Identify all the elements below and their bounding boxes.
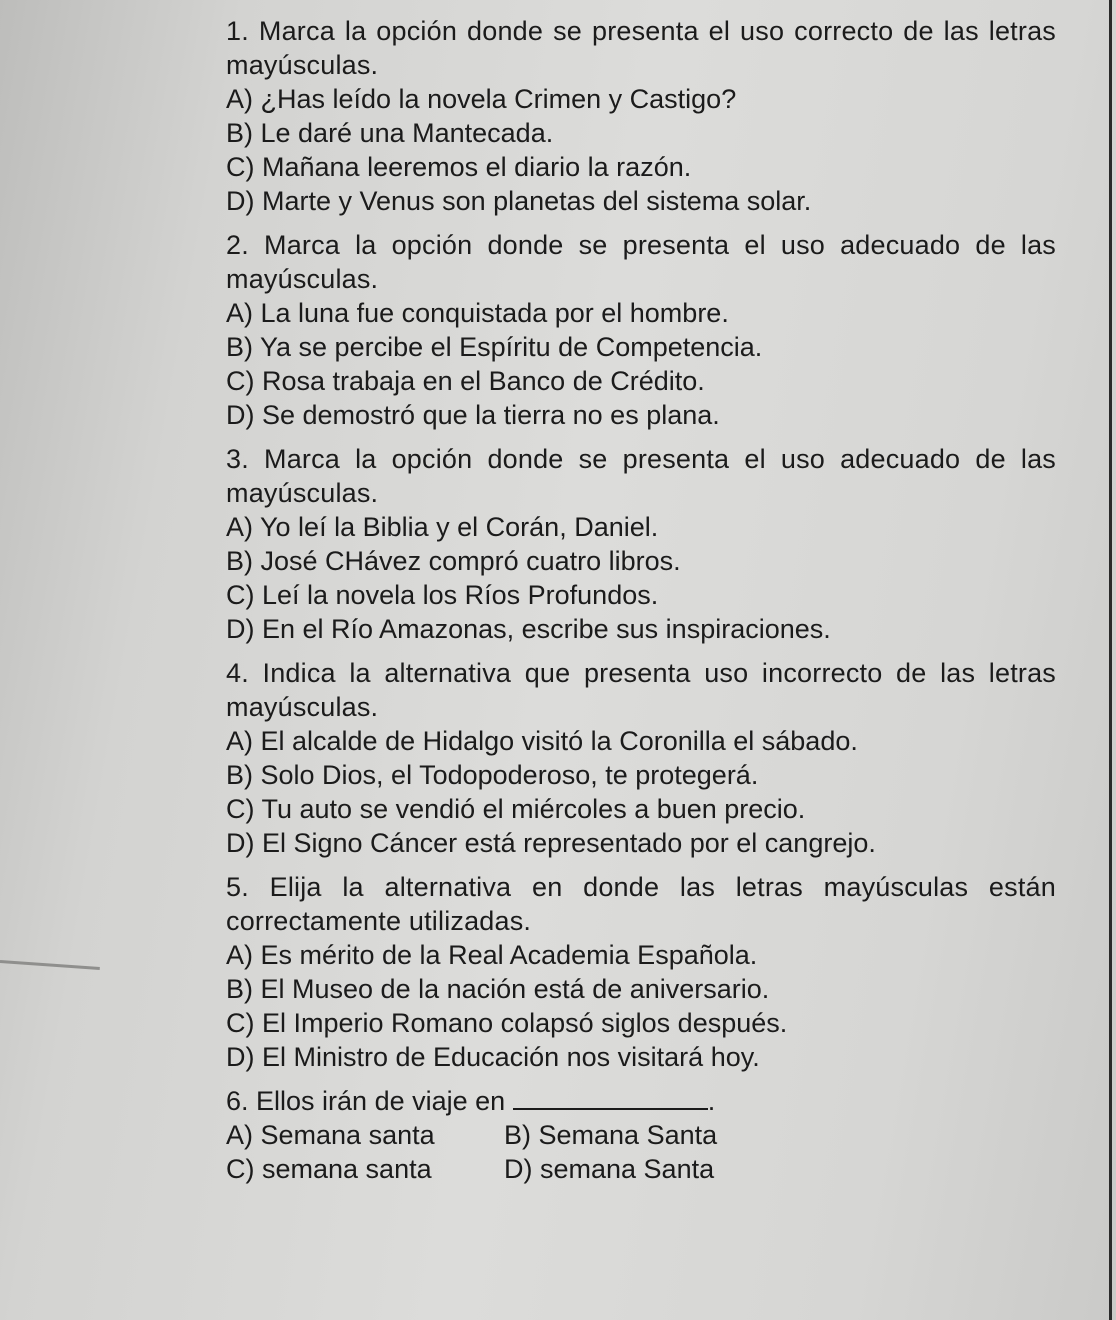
question-text: 4. Indica la alternativa que presenta uso incorrecto de las letras mayúsculas. — [226, 658, 1056, 722]
question-text: 2. Marca la opción donde se presenta el uso adecuado de las mayúsculas. — [226, 230, 1056, 294]
option-b: B) José CHávez compró cuatro libros. — [226, 546, 681, 576]
option-a: A) ¿Has leído la novela Crimen y Castigo? — [226, 84, 737, 114]
question-text: 1. Marca la opción donde se presenta el uso correcto de las letras mayúsculas. — [226, 16, 1056, 80]
options-row-1 — [226, 1118, 1056, 1152]
option-b: B) Solo Dios, el Todopoderoso, te protegerá. — [226, 760, 759, 790]
option-d: D) Marte y Venus son planetas del sistema solar. — [226, 186, 812, 216]
question-text — [226, 1084, 1056, 1118]
option-c: C) Leí la novela los Ríos Profundos. — [226, 580, 659, 610]
option-a: A) Es mérito de la Real Academia Española. — [226, 940, 758, 970]
option-d: D) El Signo Cáncer está representado por el cangrejo. — [226, 828, 876, 858]
option-c: C) El Imperio Romano colapsó siglos después. — [226, 1008, 788, 1038]
question-4 — [226, 656, 1056, 860]
question-5 — [226, 870, 1056, 1074]
exercise-list — [226, 14, 1056, 1196]
question-text: 5. Elija la alternativa en donde las letras mayúsculas están correctamente utilizadas. — [226, 872, 1056, 936]
question-6 — [226, 1084, 1056, 1186]
option-d: D) El Ministro de Educación nos visitará hoy. — [226, 1042, 760, 1072]
option-c: C) Rosa trabaja en el Banco de Crédito. — [226, 366, 705, 396]
option-c: C) semana santa — [226, 1154, 432, 1184]
question-6-end: . — [707, 1086, 716, 1116]
question-1 — [226, 14, 1056, 218]
option-a: A) Semana santa — [226, 1120, 435, 1150]
option-a: A) El alcalde de Hidalgo visitó la Coronilla el sábado. — [226, 726, 858, 756]
options-row-2 — [226, 1152, 1056, 1186]
option-d: D) Se demostró que la tierra no es plana. — [226, 400, 720, 430]
paper-fold-line — [0, 960, 100, 970]
question-3 — [226, 442, 1056, 646]
option-c: C) Mañana leeremos el diario la razón. — [226, 152, 692, 182]
option-d: D) En el Río Amazonas, escribe sus inspiraciones. — [226, 614, 831, 644]
option-b: B) El Museo de la nación está de aniversario. — [226, 974, 770, 1004]
option-c: C) Tu auto se vendió el miércoles a buen precio. — [226, 794, 806, 824]
option-b: B) Semana Santa — [504, 1120, 718, 1150]
answer-blank — [513, 1086, 708, 1110]
question-6-stem: 6. Ellos irán de viaje en — [226, 1086, 506, 1116]
option-a: A) La luna fue conquistada por el hombre. — [226, 298, 729, 328]
option-b: B) Ya se percibe el Espíritu de Competencia. — [226, 332, 763, 362]
option-b: B) Le daré una Mantecada. — [226, 118, 554, 148]
question-2 — [226, 228, 1056, 432]
option-a: A) Yo leí la Biblia y el Corán, Daniel. — [226, 512, 659, 542]
question-text: 3. Marca la opción donde se presenta el uso adecuado de las mayúsculas. — [226, 444, 1056, 508]
paper-edge — [1109, 0, 1112, 1320]
option-d: D) semana Santa — [504, 1154, 715, 1184]
